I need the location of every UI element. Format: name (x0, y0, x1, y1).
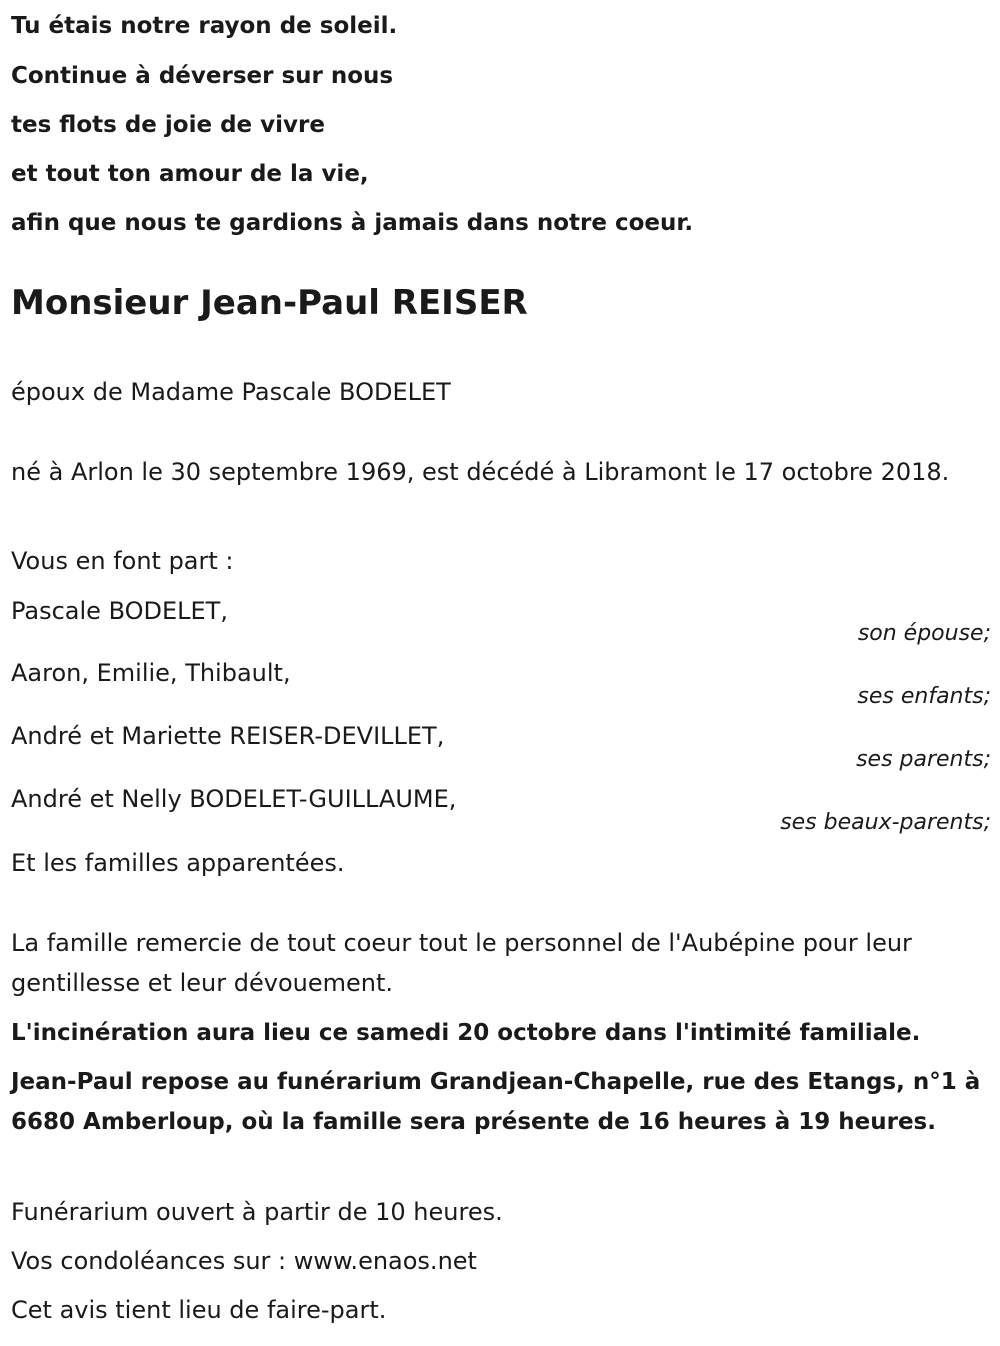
family-member-3: André et Mariette REISER-DEVILLET, (11, 722, 445, 750)
family-member-2: Aaron, Emilie, Thibault, (11, 659, 291, 687)
thanks-paragraph: La famille remercie de tout coeur tout le personnel de l'Aubépine pour leur gentillesse et leur dévouement. (11, 929, 912, 997)
family-member-4: André et Nelly BODELET-GUILLAUME, (11, 785, 457, 813)
poem-line-3: tes flots de joie de vivre (11, 112, 325, 138)
family-member-1: Pascale BODELET, (11, 597, 228, 625)
related-families: Et les familles apparentées. (11, 849, 345, 877)
cremation-paragraph: L'incinération aura lieu ce samedi 20 octobre dans l'intimité familiale. (11, 1020, 921, 1046)
opening-hours: Funérarium ouvert à partir de 10 heures. (11, 1198, 503, 1226)
family-relation-2: ses enfants; (857, 684, 991, 709)
condolences-line: Vos condoléances sur : www.enaos.net (11, 1247, 477, 1275)
family-relation-3: ses parents; (856, 747, 991, 772)
poem-line-4: et tout ton amour de la vie, (11, 161, 369, 187)
deceased-name: Monsieur Jean-Paul REISER (11, 283, 528, 323)
poem-line-5: afin que nous te gardions à jamais dans notre coeur. (11, 210, 694, 236)
announcement-intro: Vous en font part : (11, 547, 234, 575)
notice-line: Cet avis tient lieu de faire-part. (11, 1296, 387, 1324)
poem-line-2: Continue à déverser sur nous (11, 63, 394, 89)
spouse-line: époux de Madame Pascale BODELET (11, 378, 451, 406)
family-relation-1: son épouse; (857, 621, 991, 646)
funeral-home-paragraph: Jean-Paul repose au funérarium Grandjean-Chapelle, rue des Etangs, n°1 à 6680 Amberloup, où la famille sera présente de 16 heures à 19 heures. (11, 1069, 981, 1135)
poem-line-1: Tu étais notre rayon de soleil. (11, 13, 398, 39)
family-relation-4: ses beaux-parents; (780, 810, 991, 835)
birth-death-line: né à Arlon le 30 septembre 1969, est décédé à Libramont le 17 octobre 2018. (11, 458, 950, 486)
